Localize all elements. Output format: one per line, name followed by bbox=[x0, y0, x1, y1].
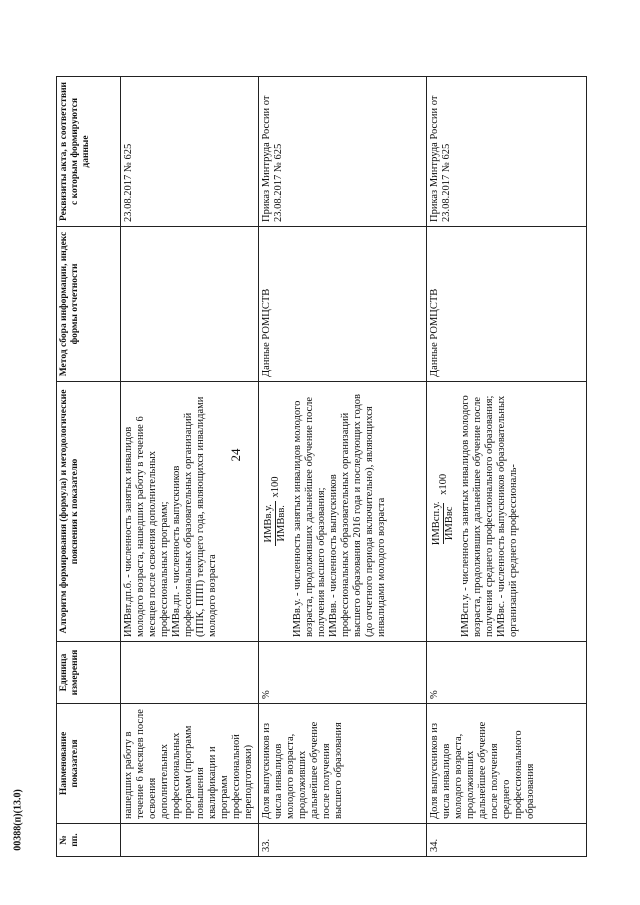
algorithm-line: ИМВсп.у. - численность занятых инвалидов молодого возраста, продолживших дальнейшее обучение после получения среднего профессионального образования; bbox=[460, 395, 495, 637]
formula bbox=[429, 386, 460, 637]
row-act: 23.08.2017 № 625 bbox=[121, 77, 259, 227]
page-number: 24 bbox=[228, 448, 243, 462]
algorithm-line: ИМВвв. - численность выпускников профессиональных образовательных организаций высшего образования 2016 года и последующих годов (до отчетного периода включительно), являющихся инвалидами молодого возраста bbox=[328, 394, 387, 637]
algorithm-line: ИМВв.у. - численность занятых инвалидов молодого возраста, продолживших дальнейшее обучение после получения высшего образования; bbox=[292, 396, 327, 637]
formula-multiplier: х100 bbox=[437, 473, 449, 495]
algorithm-line: ИМВвс. - численность выпускников образовательных организаций среднего профессиональ- bbox=[496, 395, 519, 637]
header-act: Реквизиты акта, в соответствии с которым формируются данные bbox=[57, 77, 121, 227]
header-algorithm: Алгоритм формирования (формула) и методологические пояснения к показателю bbox=[57, 382, 121, 642]
row-name: Доля выпускников из числа инвалидов молодого возраста, продолживших дальнейшее обучение после получения среднего профессионального образования bbox=[427, 704, 587, 824]
row-unit: % bbox=[259, 642, 427, 704]
footer-code: 00388(п)(13.0) bbox=[12, 789, 24, 851]
row-name: Доля выпускников из числа инвалидов молодого возраста, продолживших дальнейшее обучение после получения высшего образования bbox=[259, 704, 427, 824]
header-method: Метод сбора информации, индекс формы отчетности bbox=[57, 227, 121, 382]
row-algorithm bbox=[427, 382, 587, 642]
table-row bbox=[259, 77, 427, 857]
row-name: нашедших работу в течение 6 месяцев после освоения дополнительных профессиональных программ (программ повышения квалификации и программ профессиональной переподготовки) bbox=[121, 704, 259, 824]
table-header-row bbox=[57, 77, 121, 857]
formula-numerator: ИМВсп.у. bbox=[431, 501, 442, 546]
indicators-table bbox=[56, 76, 587, 857]
row-unit bbox=[121, 642, 259, 704]
rotated-page-content bbox=[56, 77, 598, 857]
formula-denominator: ИМВвс bbox=[443, 503, 456, 544]
formula-numerator: ИМВв.у. bbox=[263, 504, 274, 543]
formula bbox=[261, 386, 292, 637]
row-algorithm bbox=[121, 382, 259, 642]
row-method bbox=[121, 227, 259, 382]
header-no: № пп. bbox=[57, 824, 121, 857]
row-method: Данные РОМЦСТВ bbox=[427, 227, 587, 382]
formula-fraction bbox=[431, 497, 456, 549]
row-no bbox=[121, 824, 259, 857]
header-name: Наименование показателя bbox=[57, 704, 121, 824]
row-no: 34. bbox=[427, 824, 587, 857]
row-method: Данные РОМЦСТВ bbox=[259, 227, 427, 382]
formula-denominator: ИМВвв. bbox=[275, 501, 288, 545]
row-unit: % bbox=[427, 642, 587, 704]
formula-multiplier: х100 bbox=[269, 476, 281, 498]
row-act: Приказ Минтруда России от 23.08.2017 № 625 bbox=[259, 77, 427, 227]
table-row bbox=[121, 77, 259, 857]
row-algorithm bbox=[259, 382, 427, 642]
formula-fraction bbox=[263, 500, 288, 546]
algorithm-line: ИМВв.дп. - численность выпускников профессиональных образовательных организаций (ППК, ППП) текущего года, являющихся инвалидами молодого возраста bbox=[171, 396, 218, 637]
table-row bbox=[427, 77, 587, 857]
algorithm-line: ИМВвт.дп.б. - численность занятых инвалидов молодого возраста, нашедших работу в течение 6 месяцев после освоения дополнительных профессиональных программ; bbox=[123, 416, 170, 637]
header-unit: Единица измерения bbox=[57, 642, 121, 704]
row-act: Приказ Минтруда России от 23.08.2017 № 625 bbox=[427, 77, 587, 227]
row-no: 33. bbox=[259, 824, 427, 857]
